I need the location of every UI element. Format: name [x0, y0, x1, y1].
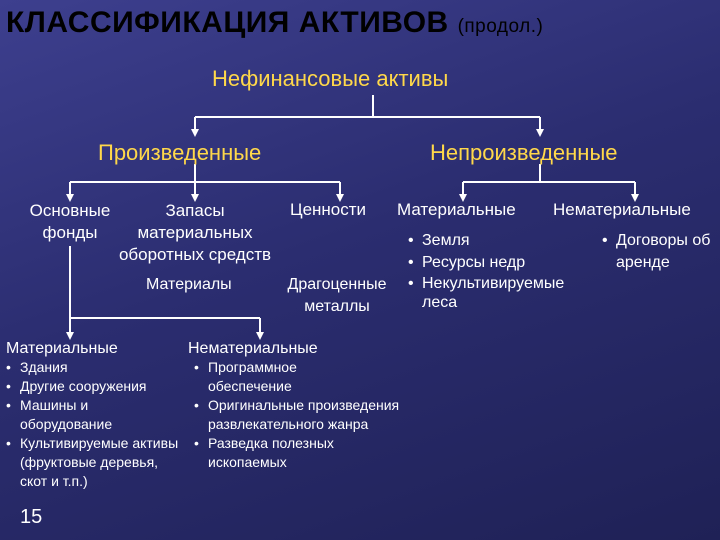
list-item: • Другие сооружения: [4, 377, 182, 396]
page-title: [6, 6, 543, 40]
list-item: • Ресурсы недр: [406, 252, 600, 274]
node-precious-metals-line1: Драгоценные: [287, 276, 387, 293]
list-np-intangible: [600, 230, 720, 274]
list-item: • Оригинальные произведения развлекательного жанра: [192, 396, 404, 434]
node-inventories: [100, 200, 290, 266]
node-fixed-assets-line1: Основные: [29, 201, 111, 220]
node-fixed-tangible: Материальные: [6, 340, 118, 357]
node-inventories-line1: Запасы: [165, 201, 225, 220]
list-item: • Земля: [406, 230, 600, 252]
list-item: • Программное обеспечение: [192, 358, 348, 396]
list-item: • Машины и оборудование: [4, 396, 150, 434]
page-title-main: КЛАССИФИКАЦИЯ АКТИВОВ: [6, 6, 449, 39]
list-fixed-intangible: [192, 358, 404, 472]
list-fixed-tangible: [4, 358, 182, 491]
list-np-tangible: [406, 230, 600, 312]
list-item: • Разведка полезных ископаемых: [192, 434, 378, 472]
list-item: • Здания: [4, 358, 182, 377]
node-fixed-intangible: Нематериальные: [188, 340, 318, 357]
node-np-intangible: Нематериальные: [553, 200, 691, 219]
node-produced: Произведенные: [98, 140, 262, 165]
page-title-sub: (продол.): [457, 16, 544, 37]
node-materials: Материалы: [146, 276, 232, 293]
node-precious-metals-line2: металлы: [304, 298, 370, 315]
list-item: • Договоры об аренде: [600, 230, 720, 274]
node-inventories-line3: оборотных средств: [118, 245, 272, 264]
slide-number: 15: [20, 506, 43, 528]
node-nonfinancial-assets: Нефинансовые активы: [212, 66, 449, 91]
node-precious-metals: [278, 274, 396, 318]
node-np-tangible: Материальные: [397, 200, 516, 219]
node-inventories-line2: материальных: [137, 223, 253, 242]
node-fixed-assets-line2: фонды: [42, 223, 98, 242]
list-item: • Некультивируемые леса: [406, 274, 600, 312]
node-valuables: Ценности: [290, 200, 367, 219]
node-nonproduced: Непроизведенные: [430, 140, 618, 165]
list-item: • Культивируемые активы (фруктовые деревья, скот и т.п.): [4, 434, 182, 491]
